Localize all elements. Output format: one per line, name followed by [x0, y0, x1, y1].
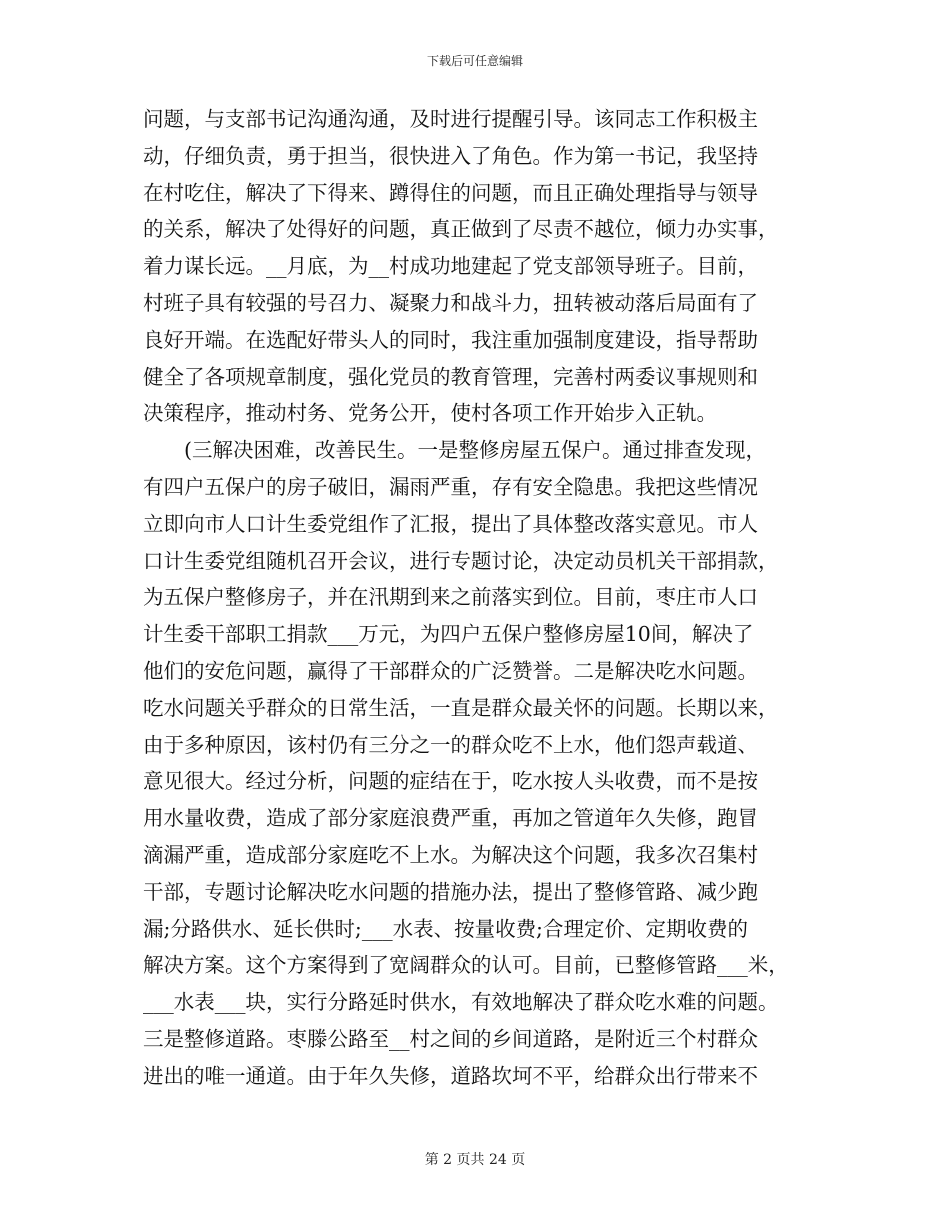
text-line: 决策程序，推动村务、党务公开，使村各项工作开始步入正轨。	[143, 401, 717, 426]
text-line: 健全了各项规章制度，强化党员的教育管理，完善村两委议事规则和	[143, 364, 758, 389]
text-line: 计生委干部职工捐款___万元，为四户五保户整修房屋10间，解决了	[143, 622, 754, 647]
text-line: 干部，专题讨论解决吃水问题的措施办法，提出了整修管路、减少跑	[143, 879, 758, 904]
text-line: 村班子具有较强的号召力、凝聚力和战斗力，扭转被动落后局面有了	[143, 290, 758, 315]
text-line: 解决方案。这个方案得到了宽阔群众的认可。目前，已整修管路___米，	[143, 953, 789, 978]
text-line: 立即向市人口计生委党组作了汇报，提出了具体整改落实意见。市人	[143, 511, 758, 536]
page-header: 下载后可任意编辑	[426, 54, 523, 68]
document-body	[143, 101, 813, 1095]
paragraph-start-line: (三解决困难，改善民生。一是整修房屋五保户。通过排查发现，	[184, 438, 766, 463]
text-line: 动，仔细负责，勇于担当，很快进入了角色。作为第一书记，我坚持	[143, 143, 758, 168]
text-line: 他们的安危问题，赢得了干部群众的广泛赞誉。二是解决吃水问题。	[143, 658, 758, 683]
text-line: 问题，与支部书记沟通沟通，及时进行提醒引导。该同志工作积极主	[143, 107, 758, 131]
text-line: 有四户五保户的房子破旧，漏雨严重，存有安全隐患。我把这些情况	[143, 474, 758, 499]
page-number: 第 2 页共 24 页	[424, 1152, 526, 1168]
text-line: 用水量收费，造成了部分家庭浪费严重，再加之管道年久失修，跑冒	[143, 806, 758, 831]
text-line: 的关系，解决了处得好的问题，真正做到了尽责不越位，倾力办实事，	[143, 217, 779, 242]
text-line: 三是整修道路。枣滕公路至__村之间的乡间道路，是附近三个村群众	[143, 1026, 758, 1051]
text-line: 意见很大。经过分析，问题的症结在于，吃水按人头收费，而不是按	[143, 769, 758, 794]
text-line: 进出的唯一通道。由于年久失修，道路坎坷不平，给群众出行带来不	[143, 1063, 758, 1088]
text-line: 着力谋长远。__月底，为__村成功地建起了党支部领导班子。目前，	[143, 254, 758, 279]
text-line: ___水表___块，实行分路延时供水，有效地解决了群众吃水难的问题。	[143, 990, 779, 1015]
text-line: 口计生委党组随机召开会议，进行专题讨论，决定动员机关干部捐款，	[143, 548, 779, 573]
text-line: 由于多种原因，该村仍有三分之一的群众吃不上水，他们怨声载道、	[143, 732, 758, 757]
text-line: 为五保户整修房子，并在汛期到来之前落实到位。目前，枣庄市人口	[143, 585, 758, 610]
text-line: 漏;分路供水、延长供时;___水表、按量收费;合理定价、定期收费的	[143, 916, 748, 941]
text-line: 良好开端。在选配好带头人的同时，我注重加强制度建设，指导帮助	[143, 327, 758, 352]
text-line: 吃水问题关乎群众的日常生活，一直是群众最关怀的问题。长期以来，	[143, 695, 779, 720]
text-line: 在村吃住，解决了下得来、蹲得住的问题，而且正确处理指导与领导	[143, 180, 758, 205]
text-line: 滴漏严重，造成部分家庭吃不上水。为解决这个问题，我多次召集村	[143, 842, 758, 867]
